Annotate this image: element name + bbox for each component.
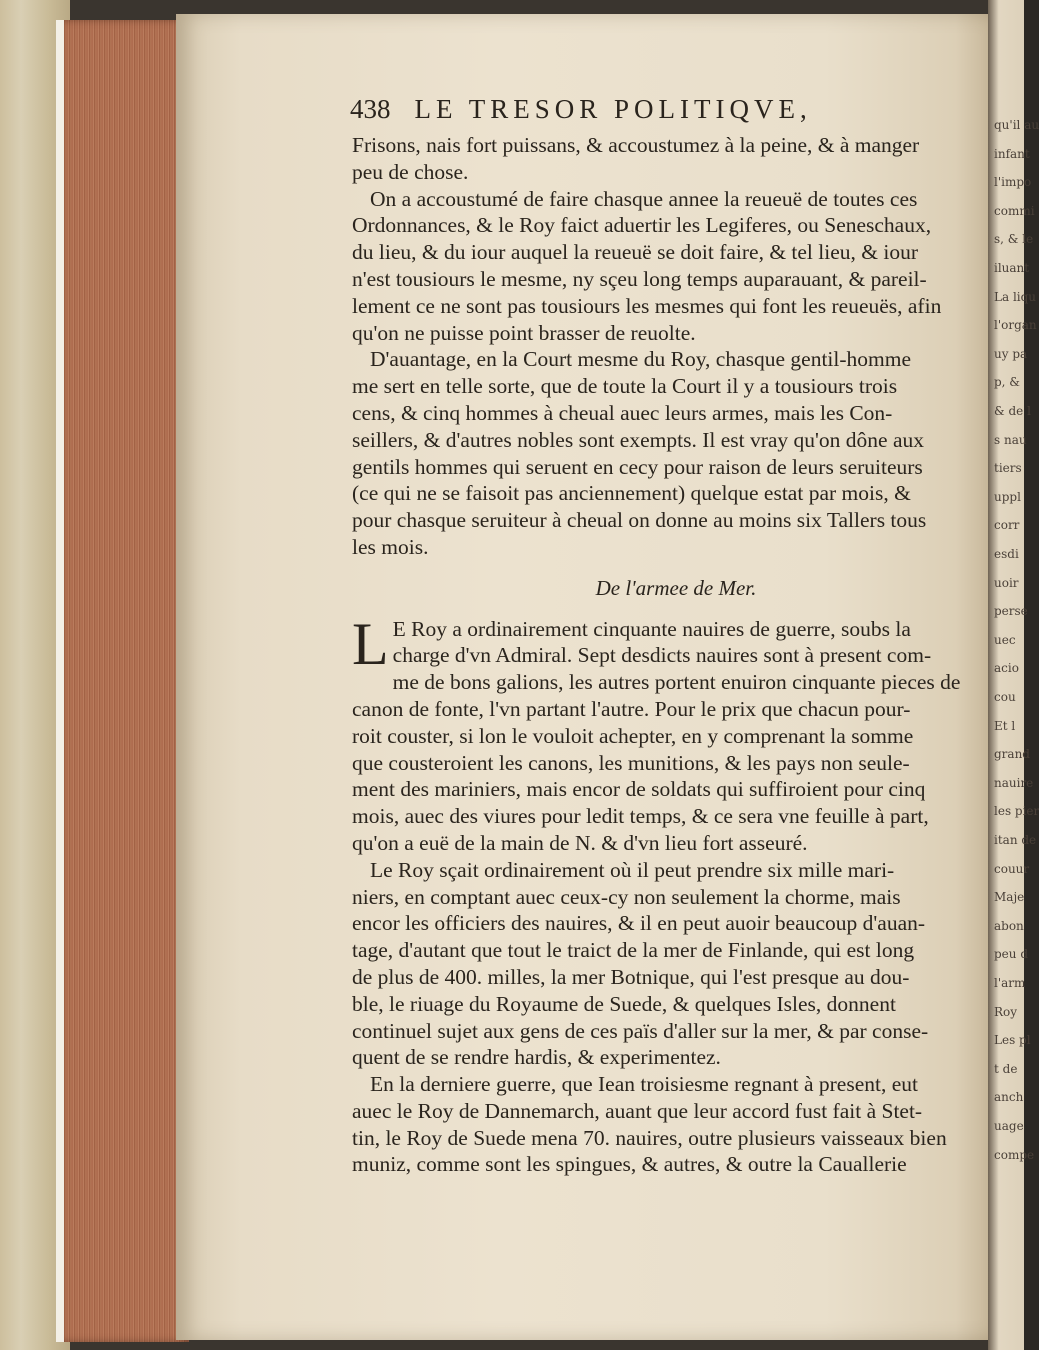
facing-text-fragment: Et l [994, 718, 1016, 733]
facing-text-fragment: esdi [994, 547, 1019, 561]
drop-capital: L [352, 610, 389, 677]
text-line: D'auantage, en la Court mesme du Roy, chasque gentil-homme [370, 347, 912, 372]
text-line: niers, en comptant auec ceux-cy non seulement la chorme, mais [352, 884, 901, 909]
paragraph-2 [352, 186, 980, 347]
text-line: lement ce ne sont pas tousiours les mesmes qui font les reueuës, afin [352, 293, 942, 318]
facing-text-fragment: s, & le [994, 232, 1034, 247]
facing-text-fragment: uppl [994, 489, 1021, 504]
facing-text-fragment: acio [994, 661, 1019, 676]
text-line: que cousteroient les canons, les munitions, & les pays non seule- [352, 750, 910, 775]
paragraph-4 [352, 610, 980, 857]
facing-text-fragment: l'impo [994, 175, 1032, 190]
text-line: On a accoustumé de faire chasque annee la reueuë de toutes ces [370, 186, 918, 211]
facing-text-fragment: s nau [994, 432, 1027, 447]
text-line: me de bons galions, les autres portent enuiron cinquante pieces de [392, 670, 961, 695]
facing-text-fragment: l'organ [994, 318, 1037, 333]
facing-text-fragment: uy pa [994, 346, 1028, 361]
running-title: LE TRESOR POLITIQVE, [414, 94, 812, 124]
facing-text-fragment: p, & [994, 375, 1020, 390]
paragraph-6 [352, 1071, 980, 1178]
text-line: canon de fonte, l'vn partant l'autre. Pour le prix que chacun pour- [352, 696, 911, 721]
facing-text-fragment: couur [994, 861, 1030, 876]
text-line: encor les officiers des nauires, & il en peut auoir beaucoup d'auan- [352, 911, 926, 936]
text-line: roit couster, si lon le vouloit achepter, en y comprenant la somme [352, 723, 914, 748]
text-line: qu'on ne puisse point brasser de reuolte. [352, 320, 696, 345]
text-line: E Roy a ordinairement cinquante nauires de guerre, soubs la [392, 616, 911, 641]
facing-text-fragment: grand [994, 747, 1030, 762]
text-line: Le Roy sçait ordinairement où il peut prendre six mille mari- [370, 857, 895, 882]
text-line: me sert en telle sorte, que de toute la Court il y a tousiours trois [352, 374, 898, 399]
paragraph-3 [352, 346, 980, 560]
text-line: les mois. [352, 534, 429, 559]
facing-text-fragment: peu d [994, 947, 1029, 962]
facing-text-fragment: les pier [994, 804, 1039, 819]
facing-page-edge [988, 0, 1039, 1350]
text-line: seillers, & d'autres nobles sont exempts. Il est vray qu'on dône aux [352, 427, 925, 452]
text-line: peu de chose. [352, 159, 469, 184]
facing-text-fragment: & de l [994, 404, 1031, 418]
facing-text-fragment: commi [994, 203, 1035, 218]
text-line: En la derniere guerre, que Iean troisiesme regnant à present, eut [370, 1072, 918, 1097]
section-title: De l'armee de Mer. [595, 575, 757, 600]
text-line: Frisons, nais fort puissans, & accoustumez à la peine, & à manger [352, 133, 920, 157]
facing-text-fragment: nauire [994, 775, 1034, 790]
text-line: gentils hommes qui seruent en cecy pour raison de leurs seruiteurs [352, 454, 923, 479]
text-line: charge d'vn Admiral. Sept desdicts nauires sont à present com- [392, 643, 932, 668]
text-line: muniz, comme sont les spingues, & autres, & outre la Cauallerie [352, 1152, 907, 1177]
facing-text-fragment: abon [994, 918, 1024, 933]
facing-text-fragment: Maje [994, 890, 1025, 905]
text-line: Ordonnances, & le Roy faict aduertir les Legiferes, ou Seneschaux, [352, 213, 932, 238]
text-line: mois, auec des viures pour ledit temps, & ce sera vne feuille à part, [352, 804, 929, 829]
text-line: de plus de 400. milles, la mer Botnique, qui l'est presque au dou- [352, 964, 910, 989]
facing-text-fragment: t de [994, 1061, 1018, 1076]
facing-text-fragment: anch [994, 1090, 1024, 1105]
facing-text-fragment: tiers [994, 461, 1022, 476]
facing-text-fragment: Les pl [994, 1033, 1031, 1048]
facing-text-fragment: iluant [994, 261, 1030, 275]
facing-text-fragment: uec [994, 632, 1016, 647]
facing-text-fragment: cou [994, 690, 1016, 704]
text-line: du lieu, & du iour auquel la reueuë se doit faire, & tel lieu, & iour [352, 240, 919, 265]
facing-text-fragment: uage [994, 1119, 1024, 1133]
text-line: ment des mariniers, mais encor de soldats qui suffiroient pour cinq [352, 777, 926, 802]
text-line: n'est tousiours le mesme, ny sçeu long temps auparauant, & pareil- [352, 266, 927, 291]
facing-text-fragment: l'arm [994, 976, 1026, 990]
facing-text-fragment: uoir [994, 575, 1019, 590]
text-line: pour chasque seruiteur à cheual on donne au moins six Tallers tous [352, 508, 927, 533]
text-line: quent de se rendre hardis, & experimentez. [352, 1045, 721, 1070]
facing-text-fragment: infant [994, 146, 1030, 161]
text-line: ble, le riuage du Royaume de Suede, & quelques Isles, donnent [352, 991, 896, 1016]
facing-text-fragment: perse [994, 604, 1028, 619]
text-line: (ce qui ne se faisoit pas anciennement) quelque estat par mois, & [352, 481, 911, 506]
facing-text-fragment: corr [994, 518, 1020, 533]
spacer [352, 561, 980, 575]
facing-text-fragment: Roy [994, 1004, 1018, 1019]
paragraph-5 [352, 857, 980, 1071]
running-header [350, 94, 890, 130]
facing-text-fragment: La liqu [994, 289, 1037, 304]
facing-text-fragment: compe [994, 1147, 1035, 1162]
page-edges [56, 20, 189, 1342]
paragraph-1 [352, 132, 980, 186]
facing-text-fragment: qu'il au [994, 118, 1039, 132]
page-body [352, 132, 980, 1178]
text-line: tin, le Roy de Suede mena 70. nauires, outre plusieurs vaisseaux bien [352, 1125, 947, 1150]
page-number: 438 [350, 94, 391, 124]
facing-text-fragment: itan de [994, 833, 1037, 847]
text-line: continuel sujet aux gens de ces païs d'aller sur la mer, & par conse- [352, 1018, 929, 1043]
text-line: qu'on a euë de la main de N. & d'vn lieu fort asseuré. [352, 830, 808, 855]
text-line: auec le Roy de Dannemarch, auant que leur accord fust fait à Stet- [352, 1098, 923, 1123]
text-line: cens, & cinq hommes à cheual auec leurs armes, mais les Con- [352, 400, 893, 425]
text-line: tage, d'autant que tout le traict de la mer de Finlande, qui est long [352, 938, 915, 963]
